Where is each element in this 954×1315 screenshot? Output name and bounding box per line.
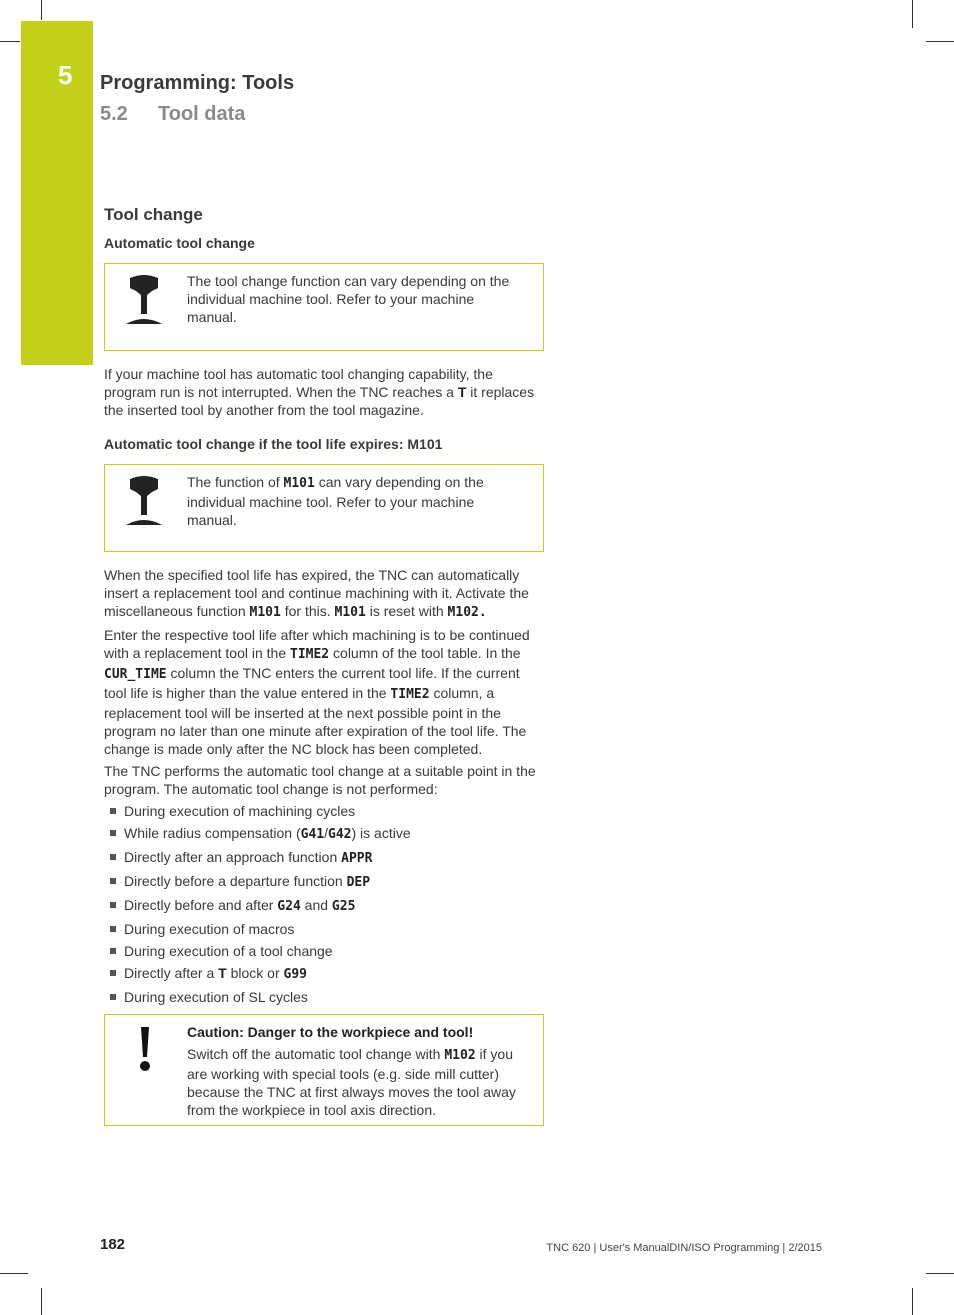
list-item: Directly before and after G24 and G25 (104, 896, 544, 916)
section-heading: Tool change (104, 205, 203, 224)
section-number: 5.2 (100, 103, 128, 125)
crop-mark (912, 1288, 913, 1315)
chapter-tab (21, 21, 93, 365)
list-item: While radius compensation (G41/G42) is active (104, 824, 544, 844)
list-item: During execution of macros (104, 920, 544, 938)
crop-mark (926, 1273, 954, 1274)
note-text: The function of M101 can vary depending on the individual machine tool. Refer to your machine manual. (187, 474, 484, 528)
machine-tool-icon (105, 264, 187, 350)
subheading-tool-life: Automatic tool change if the tool life expires: M101 (104, 436, 443, 452)
paragraph: Enter the respective tool life after which machining is to be continued with a replacement tool in the TIME2 column of the tool table. In the CUR_TIME column the TNC enters the current tool life. If the current tool life is higher than the value entered in the TIME2 column, a replacement tool will be inserted at the next possible point in the program no later than one minute after expiration of the tool life. The change is made only after the NC block has been completed. (104, 627, 530, 757)
caution-title: Caution: Danger to the workpiece and tool! (187, 1024, 474, 1040)
chapter-number: 5 (58, 60, 73, 90)
list-item: Directly before a departure function DEP (104, 872, 544, 892)
paragraph: When the specified tool life has expired, the TNC can automatically insert a replacement tool and continue machining with it. Activate the miscellaneous function M101 for this. M101 is reset with M102. (104, 567, 529, 620)
exceptions-list (104, 802, 544, 1006)
chapter-title: Programming: Tools (100, 72, 295, 94)
machine-tool-icon (105, 465, 187, 551)
crop-mark (0, 41, 20, 42)
section-title (100, 103, 245, 126)
subheading-automatic-tool-change: Automatic tool change (104, 235, 255, 251)
list-item: Directly after an approach function APPR (104, 848, 544, 868)
paragraph: The TNC performs the automatic tool change at a suitable point in the program. The automatic tool change is not performed: (104, 763, 536, 797)
m101-note (104, 464, 544, 552)
paragraph: If your machine tool has automatic tool changing capability, the program run is not interrupted. When the TNC reaches a T it replaces the inserted tool by another from the tool magazine. (104, 366, 535, 418)
exclamation-icon (105, 1015, 187, 1125)
note-text: The tool change function can vary depending on the individual machine tool. Refer to your machine manual. (187, 273, 510, 325)
crop-mark (41, 0, 42, 20)
list-item: During execution of SL cycles (104, 988, 544, 1006)
crop-mark (0, 1273, 28, 1274)
caution-text: Switch off the automatic tool change with M102 if you are working with special tools (e.g. side mill cutter) because the TNC at first always moves the tool away from the workpiece in tool axis direction. (187, 1046, 516, 1118)
list-item: During execution of a tool change (104, 942, 544, 960)
section-name: Tool data (158, 103, 246, 125)
crop-mark (41, 1288, 42, 1315)
list-item: During execution of machining cycles (104, 802, 544, 820)
caution-note (104, 1014, 544, 1126)
crop-mark (926, 41, 954, 42)
footer-info: TNC 620 | User's ManualDIN/ISO Programming | 2/2015 (546, 1242, 822, 1254)
machine-note (104, 263, 544, 351)
page-content (104, 204, 544, 1140)
list-item: Directly after a T block or G99 (104, 964, 544, 984)
crop-mark (912, 0, 913, 28)
page-number: 182 (100, 1236, 126, 1253)
